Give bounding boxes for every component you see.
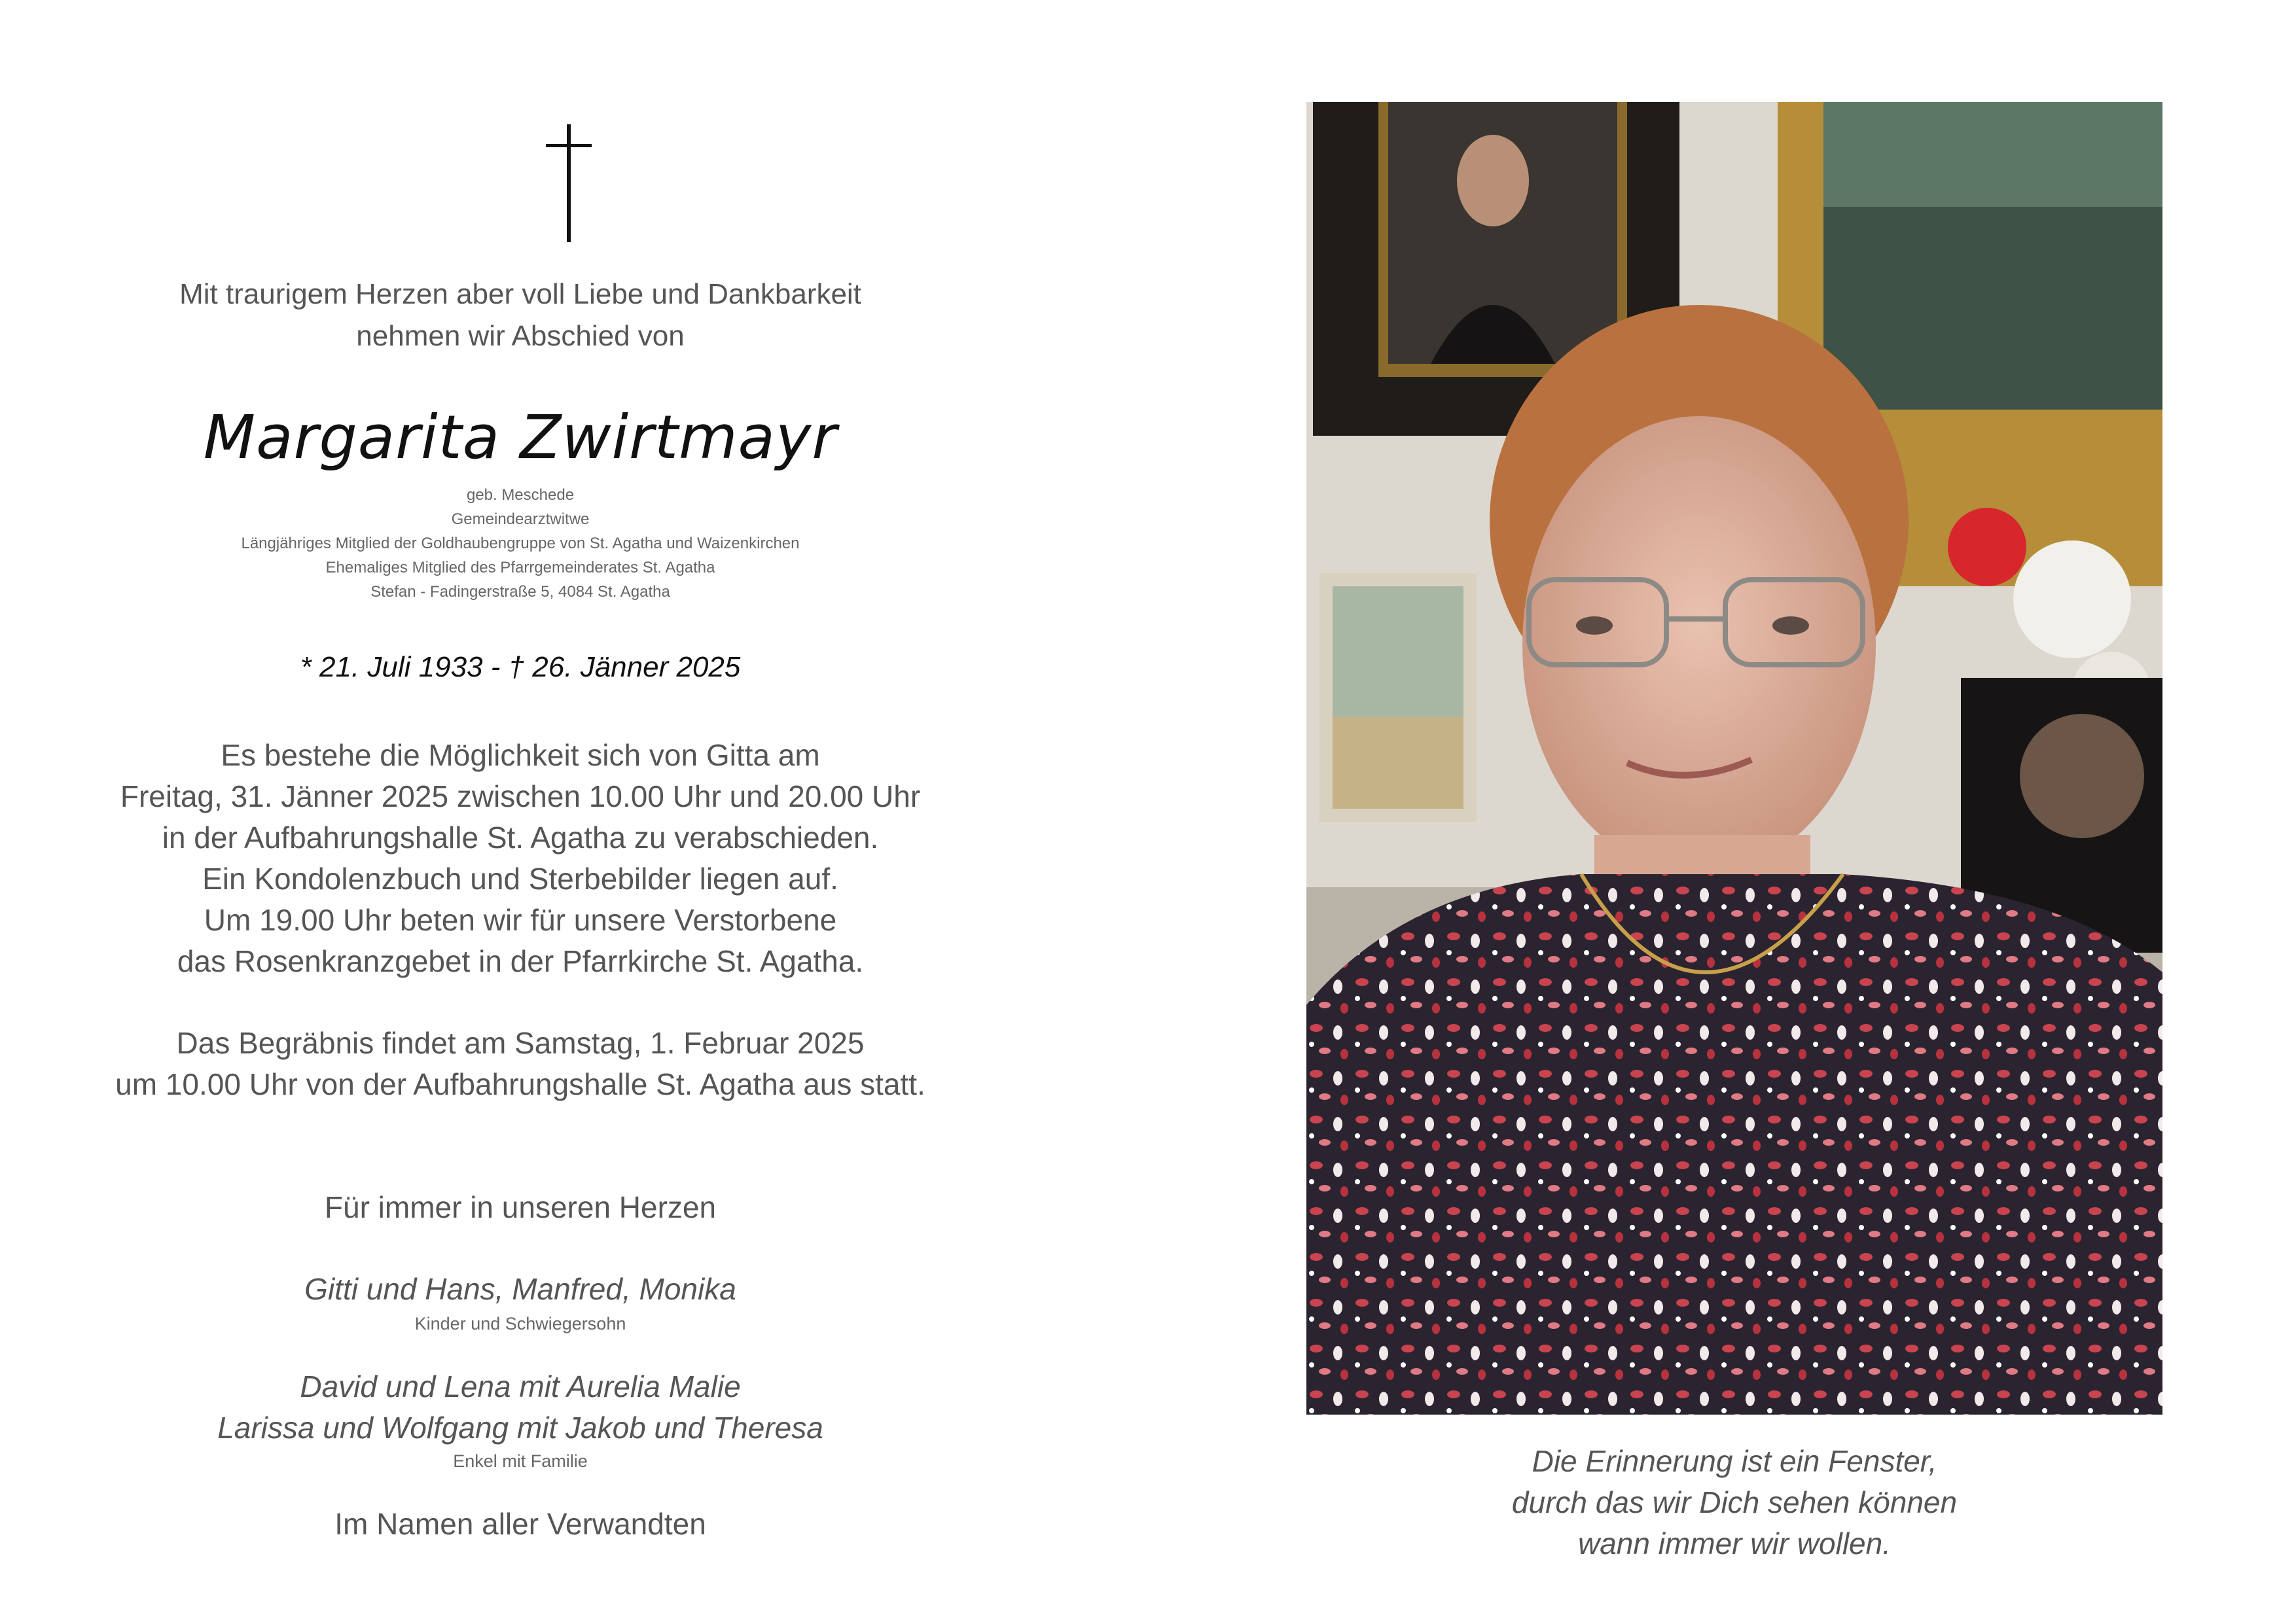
info-line: Ein Kondolenzbuch und Sterbebilder liegen auf. (202, 862, 838, 896)
forever-line: Für immer in unseren Herzen (324, 1190, 717, 1224)
info-line: Es bestehe die Möglichkeit sich von Gitta am (221, 738, 820, 772)
grandchildren-names (65, 1366, 975, 1449)
detail-line: Gemeindearztwitwe (451, 510, 590, 528)
detail-line: Längjähriges Mitglied der Goldhaubengruppe von St. Agatha und Waizenkirchen (241, 535, 800, 552)
children-names: Gitti und Hans, Manfred, Monika (304, 1272, 736, 1306)
info-line: in der Aufbahrungshalle St. Agatha zu verabschieden. (162, 821, 879, 855)
quote-line: Die Erinnerung ist ein Fenster, (1532, 1444, 1937, 1478)
funeral-info (65, 1023, 975, 1105)
funeral-line: um 10.00 Uhr von der Aufbahrungshalle St. Agatha aus statt. (115, 1067, 925, 1101)
intro-line: Mit traurigem Herzen aber voll Liebe und Dankbarkeit (179, 278, 861, 310)
closing-line: Im Namen aller Verwandten (334, 1507, 706, 1541)
obituary-text-column (65, 0, 975, 1624)
farewell-info (65, 735, 975, 982)
detail-line: geb. Meschede (466, 486, 575, 504)
intro-text (65, 274, 975, 357)
grandchildren-line: David und Lena mit Aurelia Malie (300, 1369, 741, 1403)
detail-line: Ehemaliges Mitglied des Pfarrgemeinderates St. Agatha (325, 559, 715, 576)
life-dates: * 21. Juli 1933 - † 26. Jänner 2025 (300, 651, 741, 683)
detail-line: Stefan - Fadingerstraße 5, 4084 St. Agatha (370, 583, 670, 601)
cross-icon (546, 124, 592, 242)
portrait-photo (1306, 102, 2162, 1415)
intro-line: nehmen wir Abschied von (356, 320, 685, 352)
info-line: Freitag, 31. Jänner 2025 zwischen 10.00 Uhr und 20.00 Uhr (120, 779, 921, 813)
info-line: Um 19.00 Uhr beten wir für unsere Verstorbene (204, 903, 837, 937)
deceased-name: Margarita Zwirtmayr (203, 402, 838, 472)
memorial-quote (1306, 1441, 2162, 1564)
info-line: das Rosenkranzgebet in der Pfarrkirche St. Agatha. (177, 944, 864, 978)
children-role: Kinder und Schwiegersohn (414, 1314, 626, 1333)
grandchildren-line: Larissa und Wolfgang mit Jakob und Theresa (217, 1411, 823, 1445)
grandchildren-role: Enkel mit Familie (453, 1451, 588, 1471)
funeral-line: Das Begräbnis findet am Samstag, 1. Februar 2025 (176, 1026, 865, 1060)
quote-line: durch das wir Dich sehen können (1511, 1485, 1958, 1519)
quote-line: wann immer wir wollen. (1577, 1527, 1891, 1561)
deceased-details (65, 483, 975, 604)
